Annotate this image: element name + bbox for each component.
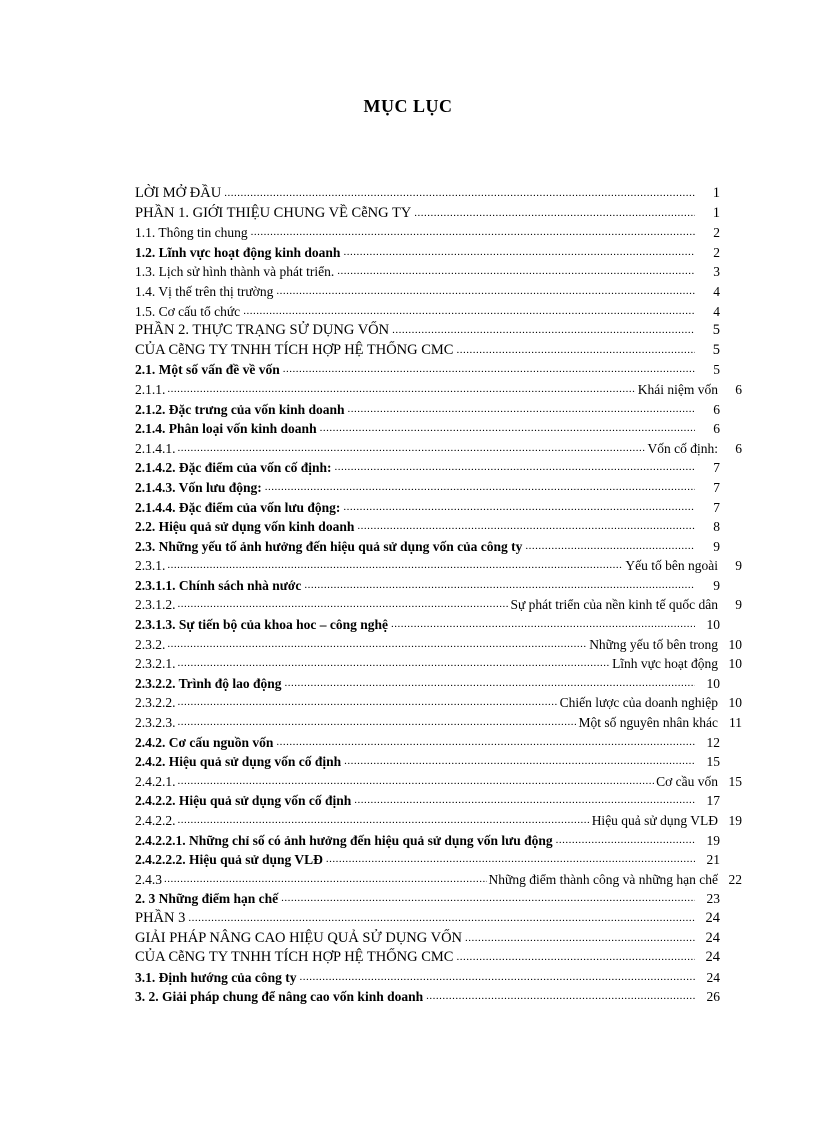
toc-entry-label: 1.5. Cơ cấu tổ chức <box>135 302 243 322</box>
toc-page-number: 6 <box>735 381 742 397</box>
toc-entry <box>135 595 775 615</box>
toc-entry-number: 2.4.2.1. <box>135 772 178 792</box>
toc-entry-label: Yếu tố bên ngoài <box>623 556 718 576</box>
toc-leader-dots <box>465 929 695 949</box>
toc-leader-dots <box>456 948 695 968</box>
toc-page-number: 10 <box>728 695 742 711</box>
toc-entry-label: 1.3. Lịch sử hình thành và phát triển. <box>135 262 337 282</box>
toc-entry-label: 2.3.1.3. Sự tiến bộ của khoa hoc – công nghệ <box>135 615 391 635</box>
toc-page-number: 24 <box>705 929 720 946</box>
toc-page-number: 10 <box>706 675 720 691</box>
toc-entry <box>135 282 775 302</box>
toc-entry-label: 2.1.4.2. Đặc điểm của vốn cố định: <box>135 458 335 478</box>
toc-page-number: 19 <box>706 832 720 848</box>
toc-entry-number: 2.4.3 <box>135 870 164 890</box>
toc-entry <box>135 674 775 694</box>
toc-page-number: 24 <box>705 949 720 966</box>
toc-leader-dots <box>243 302 695 322</box>
toc-leader-dots <box>414 204 695 224</box>
toc-page-number: 4 <box>713 283 720 299</box>
toc-entry-label: Sự phát triển của nền kinh tế quốc dân <box>508 595 718 615</box>
toc-entry-label: 2.4.2. Hiệu quả sử dụng vốn cố định <box>135 752 344 772</box>
toc-entry-label: Những điểm thành công và những hạn chế <box>487 870 718 890</box>
toc-entry-label: 2.4.2.2.1. Những chỉ số có ảnh hưởng đến hiệu quả sử dụng vốn lưu động <box>135 831 556 851</box>
toc-entry-number: 2.1.4.1. <box>135 439 178 459</box>
toc-entry-label: 2.3.2.2. Trình độ lao động <box>135 674 285 694</box>
toc-entry-label: GIẢI PHÁP NÂNG CAO HIỆU QUẢ SỬ DỤNG VỐN <box>135 929 465 949</box>
toc-page-number: 24 <box>706 969 720 985</box>
toc-entry <box>135 654 775 674</box>
toc-entry <box>135 321 775 341</box>
toc-entry-number: 2.3.2.3. <box>135 713 178 733</box>
toc-entry <box>135 968 775 988</box>
toc-page-number: 9 <box>735 558 742 574</box>
toc-entry <box>135 850 775 870</box>
toc-entry <box>135 889 775 909</box>
toc-entry-label: 2.4.2.2. Hiệu quả sử dụng vốn cố định <box>135 791 354 811</box>
toc-entry <box>135 693 775 713</box>
toc-entry <box>135 380 775 400</box>
toc-leader-dots <box>357 517 695 537</box>
toc-entry <box>135 948 775 968</box>
toc-entry <box>135 439 775 459</box>
toc-entry <box>135 752 775 772</box>
toc-entry-label: 2.1.4.3. Vốn lưu động: <box>135 478 265 498</box>
toc-leader-dots <box>178 713 577 733</box>
toc-page-number: 9 <box>735 597 742 613</box>
toc-entry <box>135 811 775 831</box>
toc-entry-number: 2.3.2. <box>135 635 167 655</box>
toc-entry-label: PHẦN 2. THỰC TRẠNG SỬ DỤNG VỐN <box>135 321 392 341</box>
toc-entry <box>135 341 775 361</box>
toc-entry <box>135 733 775 753</box>
toc-leader-dots <box>354 791 695 811</box>
toc-page-number: 3 <box>713 264 720 280</box>
toc-entry <box>135 791 775 811</box>
toc-leader-dots <box>167 556 623 576</box>
toc-entry-label: 2.3.1.1. Chính sách nhà nước <box>135 576 304 596</box>
toc-entry <box>135 870 775 890</box>
toc-page-number: 7 <box>713 479 720 495</box>
toc-leader-dots <box>167 380 635 400</box>
toc-page-number: 5 <box>712 322 720 339</box>
toc-leader-dots <box>304 576 695 596</box>
toc-leader-dots <box>343 243 695 263</box>
toc-entry-label: Lĩnh vực hoạt động <box>610 654 718 674</box>
toc-entry-label: CỦA CễNG TY TNHH TÍCH HỢP HỆ THỐNG CMC <box>135 341 456 361</box>
toc-leader-dots <box>251 223 695 243</box>
toc-page-number: 2 <box>713 244 720 260</box>
toc-page-number: 21 <box>706 852 720 868</box>
toc-page-number: 2 <box>713 225 720 241</box>
toc-leader-dots <box>178 693 558 713</box>
toc-page-number: 4 <box>713 303 720 319</box>
toc-entry <box>135 576 775 596</box>
toc-entry <box>135 419 775 439</box>
toc-entry-label: 2. 3 Những điểm hạn chế <box>135 889 281 909</box>
toc-leader-dots <box>456 341 695 361</box>
toc-page-number: 22 <box>728 871 742 887</box>
toc-leader-dots <box>224 184 695 204</box>
toc-entry <box>135 615 775 635</box>
toc-entry <box>135 400 775 420</box>
toc-entry-label: 2.4.2.2.2. Hiệu quả sử dụng VLĐ <box>135 850 326 870</box>
toc-page-number: 10 <box>728 636 742 652</box>
toc-leader-dots <box>178 439 646 459</box>
toc-entry <box>135 243 775 263</box>
toc-leader-dots <box>348 400 695 420</box>
toc-leader-dots <box>525 537 695 557</box>
toc-entry <box>135 537 775 557</box>
toc-page-number: 26 <box>706 989 720 1005</box>
toc-entry <box>135 831 775 851</box>
toc-entry <box>135 987 775 1007</box>
toc-page-number: 15 <box>728 773 742 789</box>
toc-entry <box>135 772 775 792</box>
toc-entry <box>135 556 775 576</box>
toc-leader-dots <box>283 360 695 380</box>
toc-leader-dots <box>337 262 695 282</box>
toc-leader-dots <box>320 419 695 439</box>
toc-page-number: 9 <box>713 577 720 593</box>
toc-page-number: 1 <box>712 185 720 201</box>
toc-entry-label: 2.1. Một số vấn đề về vốn <box>135 360 283 380</box>
toc-entry-label: Những yếu tố bên trong <box>587 635 718 655</box>
toc-page-number: 11 <box>729 715 742 731</box>
toc-leader-dots <box>344 752 695 772</box>
toc-entry-number: 2.3.1.2. <box>135 595 178 615</box>
toc-leader-dots <box>265 478 695 498</box>
toc-leader-dots <box>178 772 655 792</box>
toc-leader-dots <box>343 498 695 518</box>
toc-entry <box>135 909 775 929</box>
toc-page-number: 1 <box>712 204 720 221</box>
toc-entry-label: Một số nguyên nhân khác <box>577 713 718 733</box>
toc-page-number: 9 <box>713 538 720 554</box>
toc-page-number: 10 <box>728 656 742 672</box>
toc-entry <box>135 478 775 498</box>
toc-leader-dots <box>178 595 509 615</box>
page-title: MỤC LỤC <box>363 96 453 116</box>
toc-entry <box>135 517 775 537</box>
toc-page-number: 6 <box>735 440 742 456</box>
toc-entry-number: 2.3.2.1. <box>135 654 178 674</box>
toc-leader-dots <box>392 321 695 341</box>
toc-page-number: 7 <box>713 499 720 515</box>
toc-page-number: 23 <box>706 891 720 907</box>
toc-entry-label: Cơ cầu vốn <box>654 772 718 792</box>
toc-entry <box>135 498 775 518</box>
toc-leader-dots <box>285 674 695 694</box>
toc-leader-dots <box>281 889 695 909</box>
toc-entry-label: Vốn cố định: <box>646 439 719 459</box>
toc-leader-dots <box>188 909 695 929</box>
toc-page-number: 10 <box>706 617 720 633</box>
toc-entry <box>135 929 775 949</box>
toc-page-number: 8 <box>713 519 720 535</box>
toc-leader-dots <box>178 811 590 831</box>
toc-entry-label: 2.4.2. Cơ cấu nguồn vốn <box>135 733 276 753</box>
toc-entry-number: 2.4.2.2. <box>135 811 178 831</box>
toc-page-number: 24 <box>705 909 720 926</box>
toc-page-number: 17 <box>706 793 720 809</box>
toc-entry-label: Khái niệm vốn <box>636 380 718 400</box>
toc-leader-dots <box>326 850 695 870</box>
toc-entry-label: 2.1.2. Đặc trưng của vốn kinh doanh <box>135 400 348 420</box>
toc-page-number: 5 <box>712 341 720 358</box>
toc-entry-number: 2.3.1. <box>135 556 167 576</box>
toc-page-number: 6 <box>713 401 720 417</box>
toc-leader-dots <box>299 968 695 988</box>
toc-entry-label: Hiệu quả sử dụng VLĐ <box>590 811 718 831</box>
toc-entry <box>135 713 775 733</box>
toc-entry-label: 2.1.4.4. Đặc điểm của vốn lưu động: <box>135 498 343 518</box>
toc-entry <box>135 204 775 224</box>
toc-page-number: 5 <box>713 362 720 378</box>
toc-page-number: 7 <box>713 460 720 476</box>
toc-entry-label: 3.1. Định hướng của công ty <box>135 968 299 988</box>
toc-leader-dots <box>335 458 695 478</box>
toc-leader-dots <box>426 987 695 1007</box>
toc-leader-dots <box>167 635 587 655</box>
toc-entry-label: Chiến lược của doanh nghiệp <box>558 693 718 713</box>
toc-leader-dots <box>391 615 695 635</box>
toc-page-number: 15 <box>706 754 720 770</box>
toc-page-number: 19 <box>728 813 742 828</box>
toc-page-number: 6 <box>713 421 720 437</box>
toc-entry-number: 2.1.1. <box>135 380 167 400</box>
toc-entry-label: 3. 2. Giải pháp chung để nâng cao vốn kinh doanh <box>135 987 426 1007</box>
toc-leader-dots <box>556 831 695 851</box>
toc-entry-label: 1.4. Vị thế trên thị trường <box>135 282 276 302</box>
toc-entry <box>135 458 775 478</box>
toc-leader-dots <box>276 282 695 302</box>
toc-leader-dots <box>178 654 611 674</box>
toc-entry-label: PHẦN 1. GIỚI THIỆU CHUNG VỀ CễNG TY <box>135 204 414 224</box>
toc-entry-label: LỜI MỞ ĐẦU <box>135 184 224 204</box>
toc-entry-label: CỦA CễNG TY TNHH TÍCH HỢP HỆ THỐNG CMC <box>135 948 456 968</box>
toc-entry <box>135 262 775 282</box>
toc-entry-label: 2.3. Những yếu tố ảnh hưởng đến hiệu quả sử dụng vốn của công ty <box>135 537 525 557</box>
toc-entry-label: PHẦN 3 <box>135 909 188 929</box>
toc-entry-number: 2.3.2.2. <box>135 693 178 713</box>
toc-entry <box>135 184 775 204</box>
toc-entry-label: 2.2. Hiệu quả sử dụng vốn kinh doanh <box>135 517 357 537</box>
toc-entry-label: 1.2. Lĩnh vực hoạt động kinh doanh <box>135 243 343 263</box>
toc-entry <box>135 302 775 322</box>
toc-entry <box>135 635 775 655</box>
toc-leader-dots <box>164 870 487 890</box>
toc-leader-dots <box>276 733 695 753</box>
table-of-contents <box>135 184 775 1007</box>
toc-entry-label: 2.1.4. Phân loại vốn kinh doanh <box>135 419 320 439</box>
toc-entry <box>135 360 775 380</box>
toc-entry <box>135 223 775 243</box>
toc-page-number: 12 <box>706 734 720 750</box>
toc-entry-label: 1.1. Thông tin chung <box>135 223 251 243</box>
